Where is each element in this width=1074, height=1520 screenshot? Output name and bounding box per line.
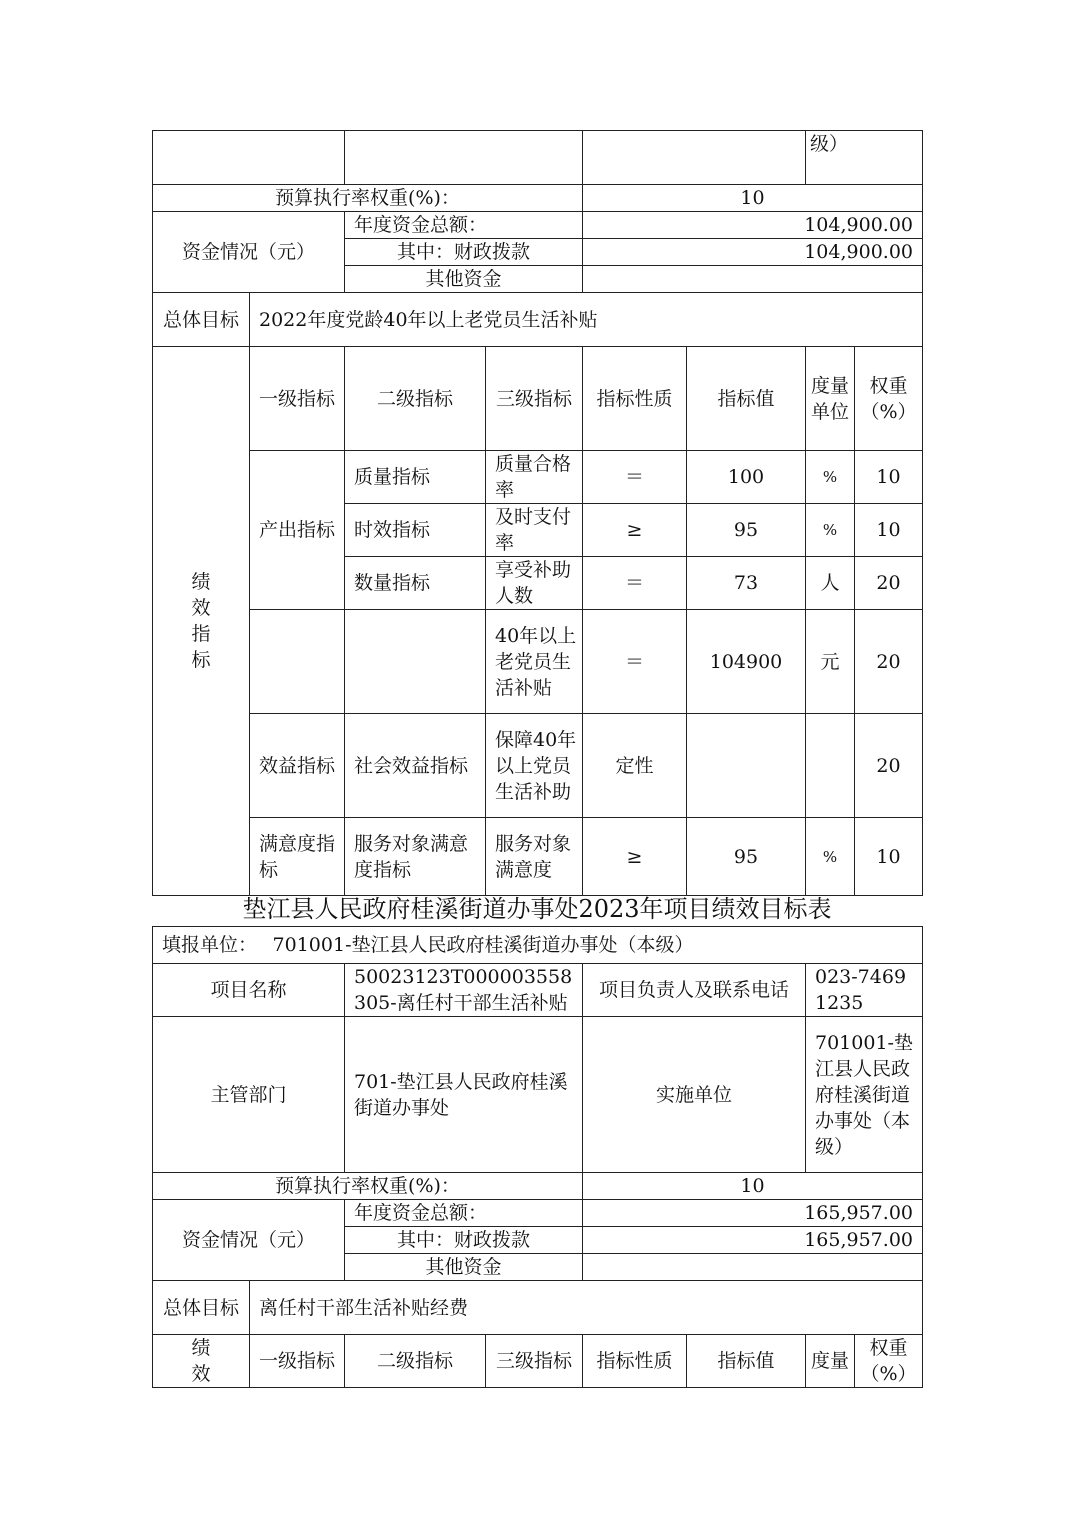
- satisfaction-indicator-label: 满意度指标: [250, 818, 345, 896]
- funds-label: 资金情况（元）: [153, 212, 345, 293]
- contact-label: 项目负责人及联系电话: [583, 964, 806, 1017]
- fiscal-label: 其中：财政拨款: [345, 1227, 583, 1254]
- annual-total-value: 104,900.00: [583, 212, 923, 239]
- performance-table-2023: [152, 926, 923, 1388]
- budget-rate-label: 预算执行率权重(%)：: [153, 185, 583, 212]
- table-row-nature: 定性: [583, 714, 687, 818]
- goal-value: 2022年度党龄40年以上老党员生活补贴: [250, 293, 923, 347]
- table-row-unit: %: [806, 504, 855, 557]
- header-unit: 度量: [806, 1335, 855, 1388]
- table-row-weight: 20: [855, 714, 923, 818]
- table-row-value: [687, 714, 806, 818]
- annual-total-value: 165,957.00: [583, 1200, 923, 1227]
- table-row-weight: 10: [855, 504, 923, 557]
- cont-cell: [345, 131, 583, 185]
- perf-indicator-label: 绩效指标: [153, 347, 250, 896]
- cont-cell: [806, 131, 923, 185]
- table-row-nature: ＝: [583, 610, 687, 714]
- other-funds-value: [583, 266, 923, 293]
- fiscal-label: 其中：财政拨款: [345, 239, 583, 266]
- annual-total-label: 年度资金总额：: [345, 212, 583, 239]
- table-row-nature: ＝: [583, 451, 687, 504]
- table-row-weight: 20: [855, 610, 923, 714]
- cont-text: 级）: [810, 133, 849, 155]
- table-row-l3: 保障40年以上党员生活补助: [486, 714, 583, 818]
- header-l1: 一级指标: [250, 1335, 345, 1388]
- table-row-nature: ＝: [583, 557, 687, 610]
- table-row-unit: 元: [806, 610, 855, 714]
- table-row-l2: 服务对象满意度指标: [345, 818, 486, 896]
- other-funds-label: 其他资金: [345, 1254, 583, 1281]
- table-row-value: 104900: [687, 610, 806, 714]
- goal-label: 总体目标: [153, 1281, 250, 1335]
- budget-rate-value: 10: [583, 1173, 923, 1200]
- fiscal-value: 104,900.00: [583, 239, 923, 266]
- benefit-indicator-label: 效益指标: [250, 714, 345, 818]
- table-row-l3: 质量合格率: [486, 451, 583, 504]
- dept-label: 主管部门: [153, 1017, 345, 1173]
- performance-table-2022: [152, 130, 923, 896]
- table-row-weight: 10: [855, 818, 923, 896]
- table-row-unit: %: [806, 818, 855, 896]
- header-nature: 指标性质: [583, 347, 687, 451]
- table-row-l2: 质量指标: [345, 451, 486, 504]
- header-l2: 二级指标: [345, 347, 486, 451]
- filler-unit: 填报单位： 701001-垫江县人民政府桂溪街道办事处（本级）: [153, 927, 923, 964]
- contact-value: 023-74691235: [806, 964, 923, 1017]
- table-row-l3: 享受补助人数: [486, 557, 583, 610]
- header-l3: 三级指标: [486, 1335, 583, 1388]
- header-value: 指标值: [687, 1335, 806, 1388]
- table-row-l1: [250, 610, 345, 714]
- header-value: 指标值: [687, 347, 806, 451]
- cont-cell: [583, 131, 806, 185]
- impl-value: 701001-垫江县人民政府桂溪街道办事处（本级）: [806, 1017, 923, 1173]
- budget-rate-value: 10: [583, 185, 923, 212]
- page-title: 垫江县人民政府桂溪街道办事处2023年项目绩效目标表: [242, 895, 832, 923]
- impl-label: 实施单位: [583, 1017, 806, 1173]
- fiscal-value: 165,957.00: [583, 1227, 923, 1254]
- annual-total-label: 年度资金总额：: [345, 1200, 583, 1227]
- table-row-value: 95: [687, 818, 806, 896]
- output-indicator-label: 产出指标: [250, 451, 345, 610]
- table-row-weight: 20: [855, 557, 923, 610]
- table-row-unit: %: [806, 451, 855, 504]
- other-funds-value: [583, 1254, 923, 1281]
- table-row-value: 95: [687, 504, 806, 557]
- budget-rate-label: 预算执行率权重(%)：: [153, 1173, 583, 1200]
- table-row-l3: 及时支付率: [486, 504, 583, 557]
- goal-value: 离任村干部生活补贴经费: [250, 1281, 923, 1335]
- table-row-l3: 40年以上老党员生活补贴: [486, 610, 583, 714]
- header-l2: 二级指标: [345, 1335, 486, 1388]
- project-name-label: 项目名称: [153, 964, 345, 1017]
- header-weight: 权重（%）: [855, 347, 923, 451]
- other-funds-label: 其他资金: [345, 266, 583, 293]
- goal-label: 总体目标: [153, 293, 250, 347]
- table-row-l3: 服务对象满意度: [486, 818, 583, 896]
- table-row-unit: [806, 714, 855, 818]
- header-weight: 权重（%）: [855, 1335, 923, 1388]
- table-row-l2: 社会效益指标: [345, 714, 486, 818]
- header-l1: 一级指标: [250, 347, 345, 451]
- dept-value: 701-垫江县人民政府桂溪街道办事处: [345, 1017, 583, 1173]
- cont-cell: [153, 131, 345, 185]
- table-row-l2: 时效指标: [345, 504, 486, 557]
- funds-label: 资金情况（元）: [153, 1200, 345, 1281]
- table-row-l2: 数量指标: [345, 557, 486, 610]
- table-row-weight: 10: [855, 451, 923, 504]
- project-name-value: 50023123T000003558305-离任村干部生活补贴: [345, 964, 583, 1017]
- table-row-l2: [345, 610, 486, 714]
- table-row-value: 73: [687, 557, 806, 610]
- table-row-nature: ≥: [583, 504, 687, 557]
- table-row-nature: ≥: [583, 818, 687, 896]
- table-row-value: 100: [687, 451, 806, 504]
- header-l3: 三级指标: [486, 347, 583, 451]
- header-nature: 指标性质: [583, 1335, 687, 1388]
- perf-indicator-label: 绩效: [153, 1335, 250, 1388]
- table-row-unit: 人: [806, 557, 855, 610]
- header-unit: 度量单位: [806, 347, 855, 451]
